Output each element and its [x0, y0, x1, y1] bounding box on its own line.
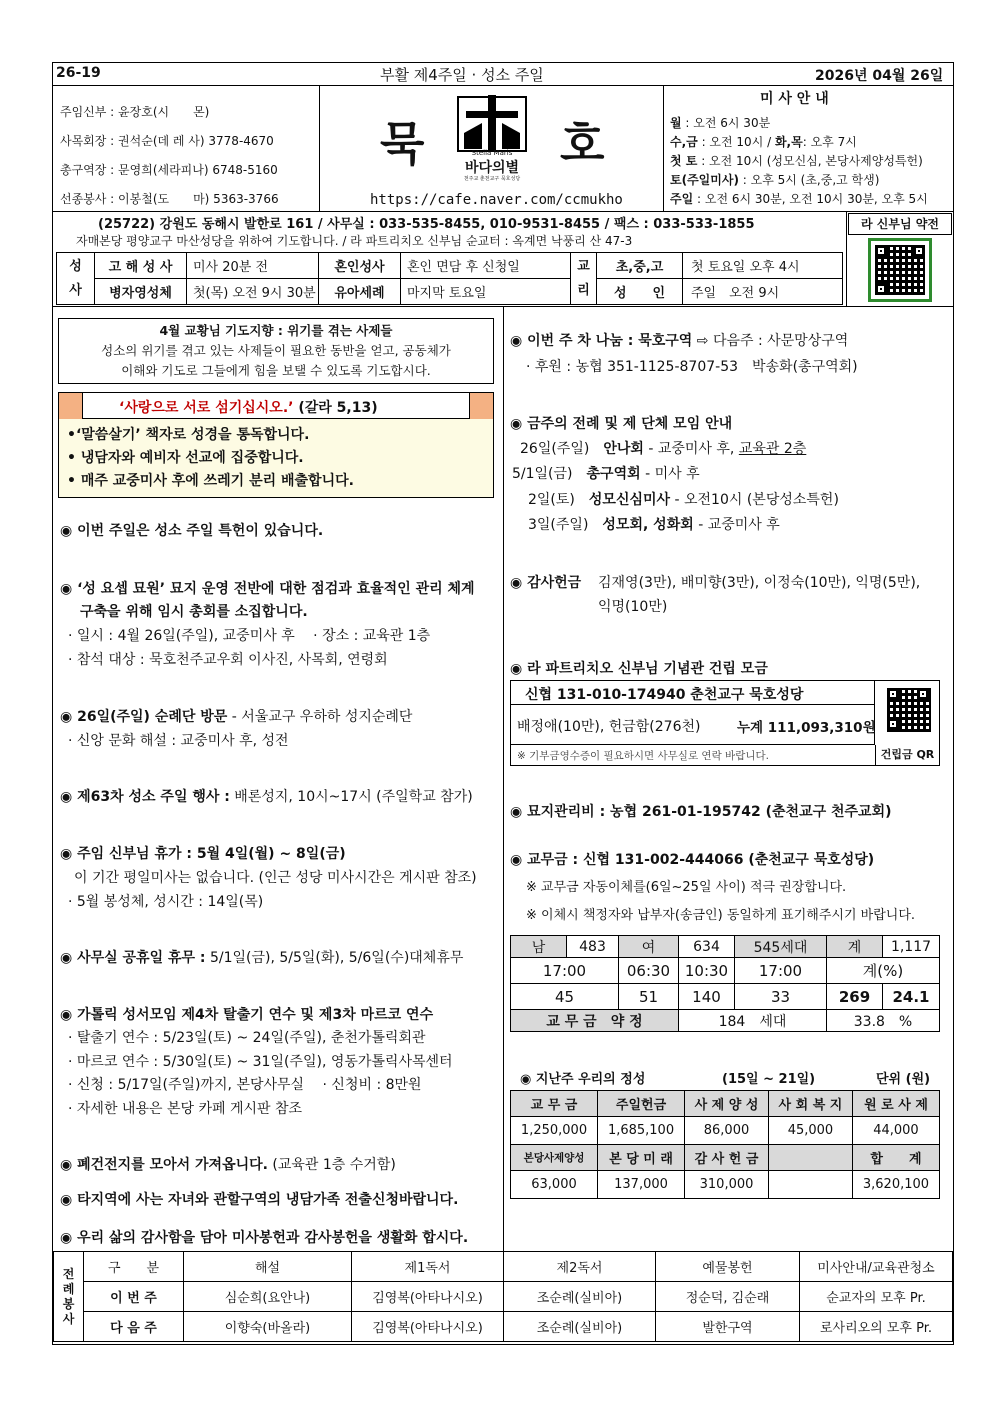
marriage-label: 혼인성사 [319, 253, 401, 279]
memorial-donors: 배정애(10만), 헌금함(276천) [517, 719, 701, 735]
sacrament-side-label: 성 사 [57, 253, 95, 305]
liturgy-row-label: 다 음 주 [84, 1312, 184, 1342]
offering-header: 사 회 복 지 [768, 1091, 852, 1117]
memorial-title: ◉ 라 파트리치오 신부님 기념관 건립 모금 [510, 661, 768, 677]
notice-vacation-sub2: · 5월 봉성체, 성시간 : 14일(목) [68, 894, 264, 910]
notice-vocation-event: ◉ 제63차 성소 주일 행사 : 배론성지, 10시~17시 (주일학교 참가) [60, 789, 473, 805]
mass-line-sat: 토(주일미사) : 오후 5시 (초,중,고 학생) [670, 173, 880, 187]
dues-pledge-label: 교 무 금 약 정 [511, 1010, 679, 1032]
offering-value: 45,000 [768, 1117, 852, 1145]
liturgy-header: 해설 [184, 1252, 352, 1282]
issue-number: 26-19 [56, 65, 101, 81]
liturgy-cell: 심순희(요안나) [184, 1282, 352, 1312]
prayer-line: 자매본당 평양교구 마산성당을 위하여 기도합니다. / 라 파트리치오 신부님 순교터 : 옥계면 낙풍리 산 47-3 [76, 234, 633, 248]
liturgy-cell: 로사리오의 모후 Pr. [800, 1312, 953, 1342]
offering-value: 44,000 [852, 1117, 939, 1145]
motto-item: • 매주 교중미사 후에 쓰레기 분리 배출합니다. [67, 473, 354, 489]
dues-note-1: ※ 교무금 자동이체를(6일~25일 사이) 적극 권장합니다. [526, 880, 847, 895]
mass-schedule [670, 114, 928, 209]
staff-funeral: 선종봉사 : 이봉철(도 마) 5363-3766 [60, 192, 279, 206]
liturgy-cell: 조순례(실비아) [504, 1282, 656, 1312]
motto-ref: (갈라 5,13) [298, 400, 378, 416]
attendance-count: 51 [619, 984, 679, 1010]
liturgy-cell: 김영복(아타나시오) [352, 1282, 504, 1312]
offering-value: 137,000 [598, 1171, 685, 1199]
memorial-total: 누계 111,093,310원 [737, 720, 876, 736]
thanks-title: ◉ 감사헌금 [510, 575, 582, 591]
intention-title: 4월 교황님 기도지향 : 위기를 겪는 사제들 [159, 323, 393, 338]
liturgy-side-label: 전 례 봉 사 [54, 1252, 84, 1342]
census-female: 634 [679, 936, 735, 958]
offering-unit: 단위 (원) [876, 1072, 931, 1087]
mass-time: 06:30 [619, 958, 679, 984]
staff-pastor: 주임신부 : 윤장호(시 몬) [60, 105, 210, 119]
liturgy-header: 제2독서 [504, 1252, 656, 1282]
census-table [510, 935, 940, 1032]
staff-council: 사목회장 : 권석순(데 레 사) 3778-4670 [60, 134, 274, 148]
liturgy-header: 예물봉헌 [656, 1252, 800, 1282]
mass-line-mon: 월 : 오전 6시 30분 [670, 116, 771, 130]
offering-period: (15일 ~ 21일) [722, 1072, 816, 1087]
liturgy-cell: 발한구역 [656, 1312, 800, 1342]
qr-label: 라 신부님 약전 [848, 213, 952, 235]
notice-assembly-title2: 구축을 위해 임시 총회를 소집합니다. [80, 604, 308, 620]
notice-pilgrims: ◉ 26일(주일) 순례단 방문 - 서울교구 우하하 성지순례단 [60, 709, 413, 725]
notice-bible-mark: · 마르코 연수 : 5/30일(토) ~ 31일(주일), 영동가톨릭사목센터 [68, 1054, 453, 1070]
attendance-count: 33 [735, 984, 827, 1010]
mass-line-wed: 수,금 : 오전 10시 / 화,목: 오후 7시 [670, 135, 857, 149]
dues-pledge-percent: 33.8 % [827, 1010, 940, 1032]
motto-item: •‘말씀살기’ 책자로 성경을 통독합니다. [67, 427, 310, 443]
parish-seal-logo [450, 93, 534, 185]
schedule-item: 5/1일(금) 총구역회 - 미사 후 [512, 466, 700, 482]
notice-pilgrims-sub: · 신앙 문화 해설 : 교중미사 후, 성전 [68, 733, 289, 749]
notice-assembly-who: · 참석 대상 : 묵호천주교우회 이사진, 사목회, 연령회 [68, 652, 388, 668]
mass-line-sun: 주일 : 오전 6시 30분, 오전 10시 30분, 오후 5시 [670, 192, 928, 206]
priest-bio-qr[interactable] [868, 238, 932, 302]
youth-label: 초,중,고 [597, 253, 683, 279]
mass-time: 10:30 [679, 958, 735, 984]
education-side-label: 교 리 [571, 253, 597, 305]
offering-header: 본당사제양성 [511, 1145, 598, 1171]
offering-value: 63,000 [511, 1171, 598, 1199]
notice-vocation: ◉ 이번 주일은 성소 주일 특헌이 있습니다. [60, 523, 324, 539]
liturgy-header: 미사안내/교육관청소 [800, 1252, 953, 1282]
census-total: 1,117 [883, 936, 940, 958]
offering-header: 주일헌금 [598, 1091, 685, 1117]
liturgy-row-label: 이 번 주 [84, 1282, 184, 1312]
schedule-item: 3일(주일) 성모회, 성화회 - 교중미사 후 [528, 517, 780, 533]
notice-bible-more: · 자세한 내용은 본당 카페 게시판 참조 [68, 1101, 303, 1117]
offering-value: 86,000 [685, 1117, 769, 1145]
offering-header: 교 무 금 [511, 1091, 598, 1117]
dues-account: ◉ 교무금 : 신협 131-002-444066 (춘천교구 묵호성당) [510, 852, 875, 868]
attendance-count: 45 [511, 984, 619, 1010]
dues-pledge-households: 184 세대 [679, 1010, 827, 1032]
adult-time: 주일 오전 9시 [683, 279, 843, 305]
seal-latin: Stella Maris [471, 149, 513, 157]
thanks-donors-2: 익명(10만) [598, 599, 668, 615]
notice-office-holiday: ◉ 사무실 공휴일 휴무 : 5/1일(금), 5/5일(화), 5/6일(수)대체휴무 [60, 950, 464, 966]
issue-date: 2026년 04월 26일 [815, 68, 944, 84]
notice-batteries: ◉ 폐건전지를 모아서 가져옵니다. (교육관 1층 수거함) [60, 1157, 396, 1173]
schedule-title: ◉ 금주의 전례 및 제 단체 모임 안내 [510, 416, 733, 432]
notice-transfer: ◉ 타지역에 사는 자녀와 관할구역의 냉담가족 전출신청바랍니다. [60, 1192, 459, 1208]
mass-time: 17:00 [735, 958, 827, 984]
schedule-item: 26일(주일) 안나회 - 교중미사 후, 교육관 2층 [520, 441, 807, 457]
page-title: 부활 제4주일 · 성소 주일 [380, 66, 544, 84]
liturgy-cell: 정순덕, 김순래 [656, 1282, 800, 1312]
sick-communion-time: 첫(목) 오전 9시 30분 [187, 279, 319, 305]
intention-line1: 성소의 위기를 겪고 있는 사제들이 필요한 동반을 얻고, 공동체가 [101, 343, 451, 358]
census-female-label: 여 [619, 936, 679, 958]
notice-assembly-title: ◉ ‘성 요셉 묘원’ 묘지 운영 전반에 대한 점검과 효율적인 관리 체계 [60, 581, 475, 597]
adult-label: 성 인 [597, 279, 683, 305]
memorial-bank: 신협 131-010-174940 춘천교구 묵호성당 [525, 687, 804, 703]
staff-district: 총구역장 : 문영희(세라피나) 6748-5160 [60, 163, 278, 177]
seal-name: 바다의별 [464, 160, 520, 176]
intention-line2: 이해와 기도로 그들에게 힘을 보탤 수 있도록 기도합시다. [121, 363, 431, 378]
sharing-sponsor: · 후원 : 농협 351-1125-8707-53 박송화(총구역회) [526, 359, 858, 375]
seal-subtitle: 천주교 춘천교구 묵호성당 [463, 176, 521, 182]
offering-header [768, 1145, 852, 1171]
notice-gratitude: ◉ 우리 삶의 감사함을 담아 미사봉헌과 감사봉헌을 생활화 합시다. [60, 1230, 469, 1246]
liturgy-cell: 조순례(실비아) [504, 1312, 656, 1342]
baptism-info: 마지막 토요일 [401, 279, 571, 305]
notice-vacation: ◉ 주임 신부님 휴가 : 5월 4일(월) ~ 8일(금) [60, 846, 346, 862]
schedule-item: 2일(토) 성모신심미사 - 오전10시 (본당성소특헌) [528, 492, 839, 508]
census-total-label: 계 [827, 936, 883, 958]
attendance-percent: 24.1 [883, 984, 940, 1010]
liturgy-cell: 순교자의 모후 Pr. [800, 1282, 953, 1312]
confession-label: 고 해 성 사 [95, 253, 187, 279]
offering-header: 원 로 사 제 [852, 1091, 939, 1117]
attendance-count: 140 [679, 984, 735, 1010]
offering-header: 합 계 [852, 1145, 939, 1171]
sick-communion-label: 병자영성체 [95, 279, 187, 305]
marriage-info: 혼인 면담 후 신청일 [401, 253, 571, 279]
notice-assembly-when: · 일시 : 4월 26일(주일), 교중미사 후 · 장소 : 교육관 1층 [68, 628, 431, 644]
offering-value: 310,000 [685, 1171, 769, 1199]
census-male-label: 남 [511, 936, 567, 958]
sharing-district: ◉ 이번 주 차 나눔 : 묵호구역 ⇨ 다음주 : 사문망상구역 [510, 333, 849, 349]
notice-bible-study: ◉ 가톨릭 성서모임 제4차 탈출기 연수 및 제3차 마르코 연수 [60, 1007, 434, 1023]
offering-value [768, 1171, 852, 1199]
baptism-label: 유아세례 [319, 279, 401, 305]
mass-divider [664, 85, 952, 86]
memorial-box [510, 680, 940, 766]
motto-quote: ‘사랑으로 서로 섬기십시오.’ [119, 400, 294, 416]
offering-header: 사 제 양 성 [685, 1091, 769, 1117]
offering-value: 1,250,000 [511, 1117, 598, 1145]
dues-note-2: ※ 이체시 책정자와 납부자(송금인) 동일하게 표기해주시기 바랍니다. [526, 908, 916, 923]
confession-time: 미사 20분 전 [187, 253, 319, 279]
address-line: (25722) 강원도 동해시 발한로 161 / 사무실 : 033-535-8455, 010-9531-8455 / 팩스 : 033-533-1855 [98, 217, 755, 232]
attendance-total-label: 계(%) [827, 958, 940, 984]
memorial-qr-label: 건립금 QR [875, 745, 939, 766]
census-male: 483 [567, 936, 619, 958]
cafe-url[interactable]: https://cafe.naver.com/ccmukho [370, 192, 623, 208]
offering-value: 3,620,100 [852, 1171, 939, 1199]
notice-bible-exodus: · 탈출기 연수 : 5/23일(토) ~ 24일(주일), 춘천가톨릭회관 [68, 1030, 426, 1046]
notice-vacation-sub: 이 기간 평일미사는 없습니다. (인근 성당 미사시간은 게시판 참조) [74, 870, 477, 886]
liturgy-cell: 김영복(아타나시오) [352, 1312, 504, 1342]
staff-list [60, 98, 279, 214]
mass-line-firstsat: 첫 토 : 오전 10시 (성모신심, 본당사제양성특헌) [670, 154, 923, 168]
liturgy-header: 제1독서 [352, 1252, 504, 1282]
census-households: 545세대 [735, 936, 827, 958]
offering-title: ◉ 지난주 우리의 정성 [520, 1072, 646, 1087]
motto-box [58, 392, 494, 498]
logo-right-char: 호 [560, 117, 605, 171]
prayer-intention-box [58, 318, 494, 384]
memorial-note: ※ 기부금영수증이 필요하시면 사무실로 연락 바랍니다. [517, 750, 769, 762]
motto-item: • 냉담자와 예비자 선교에 집중합니다. [67, 450, 304, 466]
offering-header: 감 사 헌 금 [685, 1145, 769, 1171]
logo-left-char: 묵 [380, 117, 425, 171]
sacraments-table [56, 252, 843, 305]
attendance-total: 269 [827, 984, 883, 1010]
youth-time: 첫 토요일 오후 4시 [683, 253, 843, 279]
offering-table [510, 1090, 940, 1199]
offering-value: 1,685,100 [598, 1117, 685, 1145]
memorial-qr[interactable] [885, 686, 933, 734]
mass-title: 미 사 안 내 [760, 91, 829, 107]
liturgy-cell: 이향숙(바올라) [184, 1312, 352, 1342]
liturgy-header: 구 분 [84, 1252, 184, 1282]
grave-fee: ◉ 묘지관리비 : 농협 261-01-195742 (춘천교구 천주교회) [510, 804, 892, 820]
notice-bible-apply: · 신청 : 5/17일(주일)까지, 본당사무실 · 신청비 : 8만원 [68, 1077, 422, 1093]
offering-header: 본 당 미 래 [598, 1145, 685, 1171]
liturgy-table [53, 1251, 953, 1342]
mass-time: 17:00 [511, 958, 619, 984]
thanks-donors: 김재영(3만), 배미향(3만), 이정숙(10만), 익명(5만), [598, 575, 921, 591]
